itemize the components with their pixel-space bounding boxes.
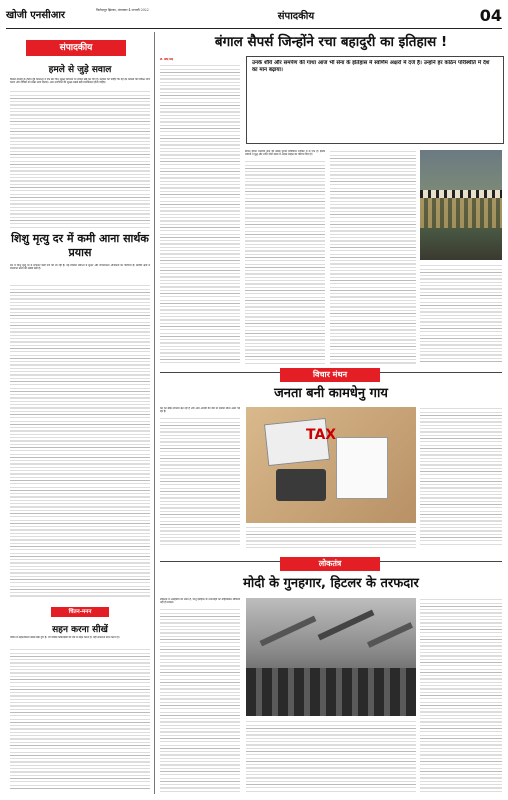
chintan-manan-badge: चिंतन-मनन <box>51 607 109 617</box>
main-content <box>160 32 502 794</box>
section-title: संपादकीय <box>277 11 315 22</box>
editorial-headline-2: शिशु मृत्यु दर में कमी आना सार्थक प्रयास <box>11 232 149 259</box>
opinion-badge: विचार मंथन <box>280 368 380 382</box>
lead-pull-quote: उनके शौर्य और समर्पण की गाथा आज भी सेना के इतिहास में स्वर्णिम अक्षरों में दर्ज है। उन्होंने हर कठिन परिस्थिति में देश का मान बढ़ाया। <box>252 60 490 73</box>
brand-logo: खोजी एनसीआर <box>6 10 66 21</box>
tax-illustration: TAX <box>246 407 416 523</box>
editorial-headline-1: हमले से जुड़े सवाल <box>48 65 112 75</box>
page-number: 04 <box>474 6 502 26</box>
lokatantra-badge: लोकतंत्र <box>280 557 380 571</box>
editorial-headline-3: सहन करना सीखें <box>52 625 108 635</box>
lead-headline: बंगाल सैपर्स जिन्होंने रचा बहादुरी का इतिहास ! <box>214 34 448 50</box>
editorial-body-3: जीवन में सहनशीलता सबसे बड़ा गुण है। जो व्यक्ति कठिनाइयों को धैर्य से सहन करता है, वही सफलता प्राप्त करता है। <box>10 636 120 639</box>
editorial-badge: संपादकीय <box>26 40 126 56</box>
left-editorial-column <box>6 32 155 794</box>
lokatantra-headline: मोदी के गुनहगार, हिटलर के तरफदार <box>243 576 419 591</box>
lead-byline: डॉ. रवींद्र सिंह <box>160 58 174 61</box>
editorial-body-1: पिछले सप्ताह के दौरान हुई घटनाओं ने एक बार फिर सुरक्षा व्यवस्था पर सवाल खड़े कर दिए हैं। सरकार को चाहिए कि वह इन मामलों की निष्पक्ष जांच कराए और दोषियों को सख्त सजा दिलाए। आम नागरिकों की सुरक्षा सबसे बड़ी प्राथमिकता होनी चाहिए। <box>10 78 150 85</box>
salute-photo <box>246 598 416 716</box>
editorial-body-2: देश में शिशु मृत्यु दर में लगातार कमी दर्ज की जा रही है। यह स्वास्थ्य सेवाओं में सुधार और जागरूकता अभियानों का परिणाम है। ग्रामीण क्षेत्रों में संस्थागत प्रसव की संख्या बढ़ी है। <box>10 264 150 271</box>
lead-body: बंगाल सैपर्स भारतीय सेना की सबसे पुरानी इंजीनियर रेजीमेंट में से एक है। इसके जवानों ने युद्ध और शांति दोनों समय में अदम्य साहस का परिचय दिया है। <box>245 150 325 157</box>
soldiers-photo <box>420 150 502 260</box>
lokatantra-body: लोकतंत्र में असहमति का स्थान है, परंतु इतिहास के तानाशाहों का महिमामंडन स्वीकार्य नहीं हो सकता। <box>160 598 240 605</box>
opinion-headline: जनता बनी कामधेनु गाय <box>274 386 388 401</box>
date-line: फिरोज़पुर झिरका, मंगलवार 4 जनवरी 2022 <box>96 8 149 12</box>
masthead <box>6 6 502 29</box>
opinion-body: कर का बोझ लगातार बढ़ रहा है और आम आदमी की जेब पर इसका सीधा असर पड़ रहा है। <box>160 407 240 414</box>
